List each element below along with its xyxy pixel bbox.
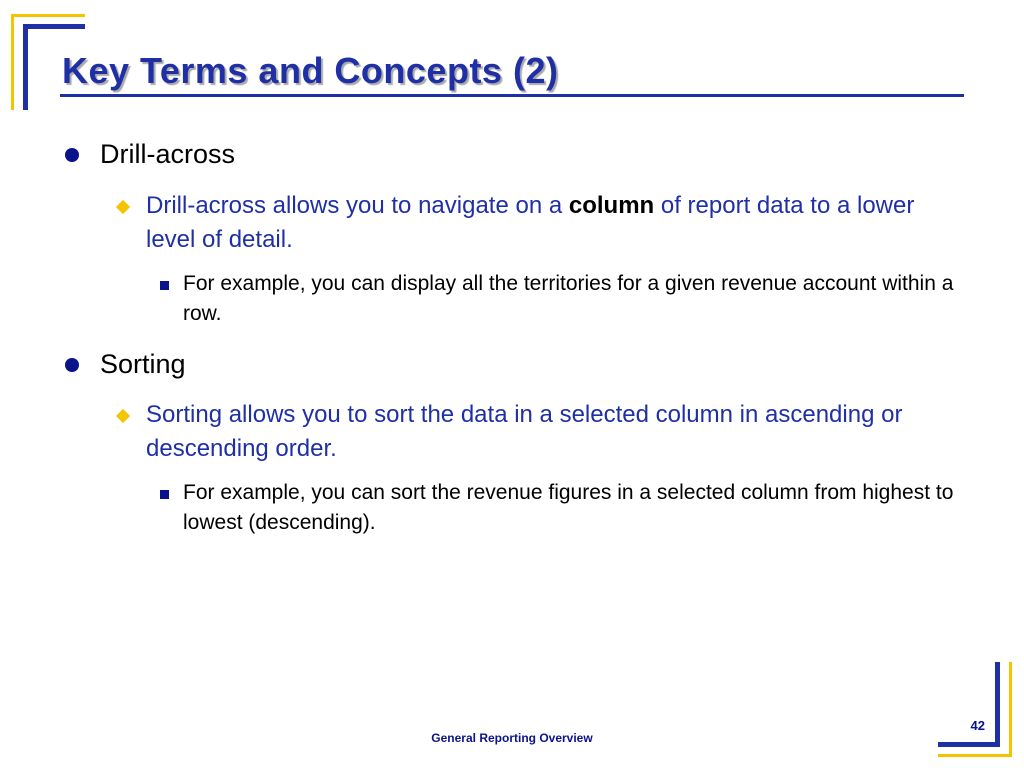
page-number: 42	[970, 718, 985, 733]
frame-blue-vertical	[23, 24, 28, 110]
emphasis-column: column	[568, 192, 655, 219]
frame-yellow-horizontal	[11, 14, 85, 17]
diamond-bullet-icon	[116, 409, 130, 423]
disc-bullet-icon	[65, 148, 79, 162]
title-underline	[60, 94, 964, 97]
bullet-sorting: Sorting	[100, 349, 186, 379]
disc-bullet-icon	[65, 358, 79, 372]
frame-blue-horizontal	[23, 24, 85, 29]
sorting-description: Sorting allows you to sort the data in a selected column in ascending or descending order.	[146, 401, 903, 462]
drill-across-description: Drill-across allows you to navigate on a column of report data to a lower level of detail.	[146, 192, 915, 253]
drill-across-example: For example, you can display all the territories for a given revenue account within a row.	[183, 272, 954, 325]
sorting-example: For example, you can sort the revenue figures in a selected column from highest to lowest (descending).	[183, 481, 954, 534]
frame-yellow-vertical	[11, 14, 14, 110]
diamond-bullet-icon	[116, 200, 130, 214]
frame-yellow-horizontal	[938, 754, 1012, 757]
footer-title: General Reporting Overview	[431, 731, 593, 745]
bullet-drill-across: Drill-across	[100, 139, 235, 169]
square-bullet-icon	[160, 490, 169, 499]
slide-title: Key Terms and Concepts (2)	[62, 50, 559, 91]
square-bullet-icon	[160, 281, 169, 290]
